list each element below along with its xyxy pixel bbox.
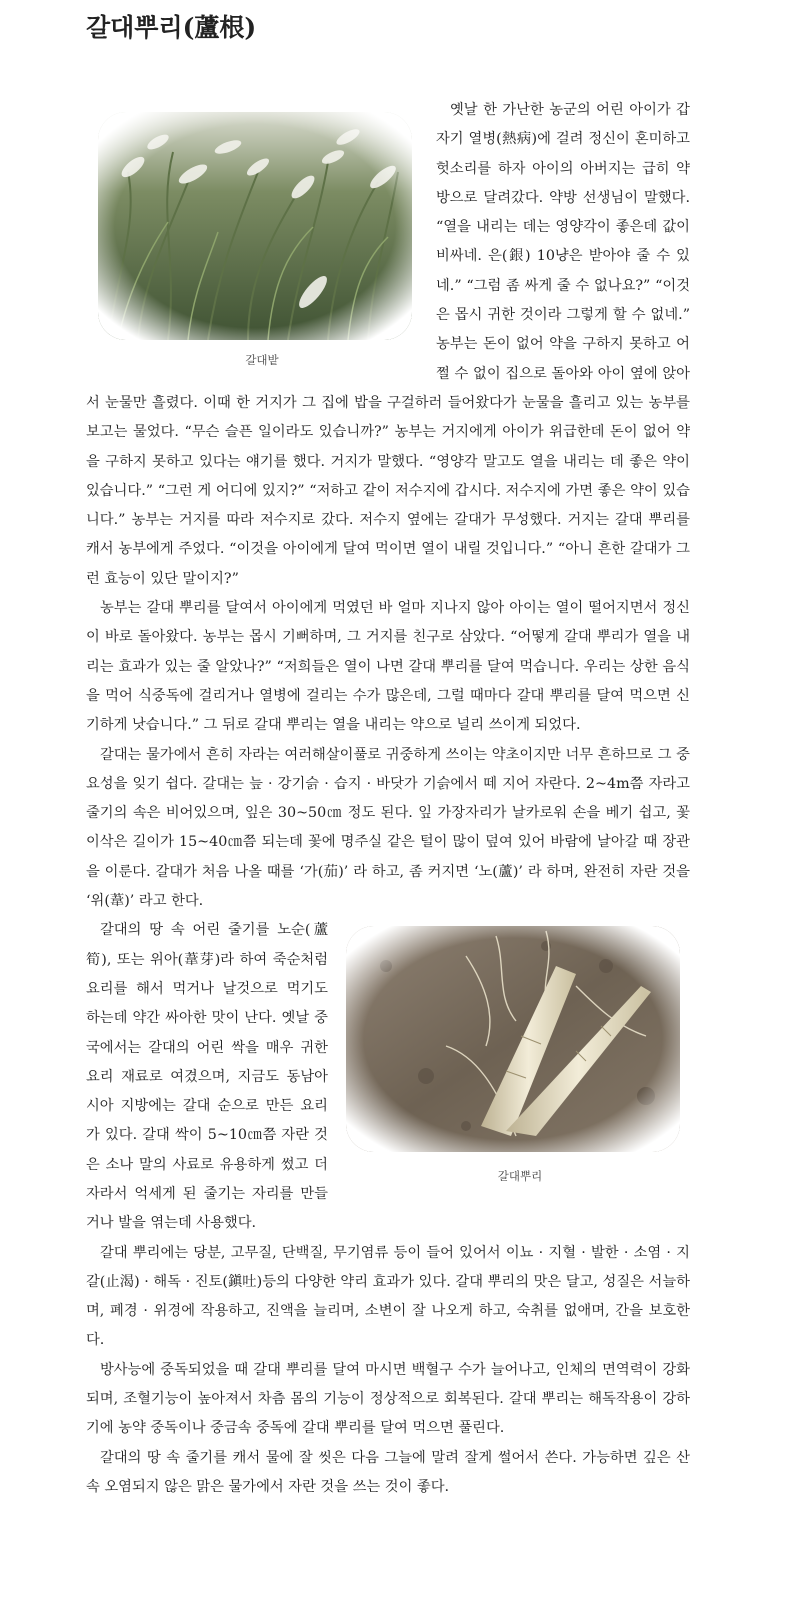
reed-field-caption: 갈대밭 (245, 353, 279, 367)
paragraph-6: 방사능에 중독되었을 때 갈대 뿌리를 달여 마시면 백혈구 수가 늘어나고, 인체의 면역력이 강화되며, 조혈기능이 높아져서 차츰 몸의 기능이 정상적으로 회복된다. 갈대 뿌리는 해독작용이 강하기에 농약 중독이나 중금속 중독에 갈대 뿌리를 달여 먹으면 풀린다. (86, 1361, 690, 1437)
paragraph-1 (86, 96, 690, 594)
paragraph-2: 농부는 갈대 뿌리를 달여서 아이에게 먹였던 바 얼마 지나지 않아 아이는 열이 떨어지면서 정신이 바로 돌아왔다. 농부는 몹시 기뻐하며, 그 거지를 친구로 삼았다. “어떻게 갈대 뿌리가 열을 내리는 효과가 있는 줄 알았나?” “저희들은 열이 나면 갈대 뿌리를 달여 먹습니다. 우리는 상한 음식을 먹어 식중독에 걸리거나 열병에 걸리는 수가 많은데, 그럴 때마다 갈대 뿌리를 달여 먹으면 신기하게 낫습니다.” 그 뒤로 갈대 뿌리는 열을 내리는 약으로 널리 쓰이게 되었다. (86, 600, 690, 734)
paragraph-4 (86, 916, 690, 1238)
reed-root-figure (346, 926, 680, 1186)
reed-field-figure (98, 112, 412, 370)
page-title: 갈대뿌리(蘆根) (86, 13, 257, 42)
paragraph-5: 갈대 뿌리에는 당분, 고무질, 단백질, 무기염류 등이 들어 있어서 이뇨 · 지혈 · 발한 · 소염 · 지갈(止渴) · 해독 · 진토(鎭吐)등의 다양한 약리 효과가 있다. 갈대 뿌리의 맛은 달고, 성질은 서늘하며, 폐경 · 위경에 작용하고, 진액을 늘리며, 소변이 잘 나오게 하고, 숙취를 없애며, 간을 보호한다. (86, 1244, 690, 1349)
reed-root-caption: 갈대뿌리 (497, 1169, 543, 1184)
reed-field-photo (98, 112, 412, 340)
paragraph-3: 갈대는 물가에서 흔히 자라는 여러해살이풀로 귀중하게 쓰이는 약초이지만 너무 흔하므로 그 중요성을 잊기 쉽다. 갈대는 늪 · 강기슭 · 습지 · 바닷가 기슭에서 떼 지어 자란다. 2~4m쯤 자라고 줄기의 속은 비어있으며, 잎은 30~50㎝ 정도 된다. 잎 가장자리가 날카로워 손을 베기 쉽고, 꽃 이삭은 길이가 15~40㎝쯤 되는데 꽃에 명주실 같은 털이 많이 덮여 있어 바람에 날아갈 때 장관을 이룬다. 갈대가 처음 나올 때를 ‘가(茄)’ 라 하고, 좀 커지면 ‘노(蘆)’ 라 하며, 완전히 자란 것을 ‘위(葦)’ 라고 한다. (86, 746, 690, 910)
paragraph-7: 갈대의 땅 속 줄기를 캐서 물에 잘 씻은 다음 그늘에 말려 잘게 썰어서 쓴다. 가능하면 깊은 산 속 오염되지 않은 맑은 물가에서 자란 것을 쓰는 것이 좋다. (86, 1449, 690, 1495)
article-body (86, 96, 690, 1502)
paragraph-1-text: 옛날 한 가난한 농군의 어린 아이가 갑자기 열병(熱病)에 걸려 정신이 혼미하고 헛소리를 하자 아이의 아버지는 급히 약방으로 달려갔다. 약방 선생님이 말했다. “열을 내리는 데는 영양각이 좋은데 값이 비싸네. 은(銀) 10냥은 받아야 줄 수 있네.” “그럼 좀 싸게 줄 수 없나요?” “이것은 몹시 귀한 것이라 그렇게 할 수 없네.” 농부는 돈이 없어 약을 구하지 못하고 어쩔 수 없이 집으로 돌아와 아이 옆에 앉아서 눈물만 흘렸다. 이때 한 거지가 그 집에 밥을 구걸하러 들어왔다가 눈물을 흘리고 있는 농부를 보고는 물었다. “무슨 슬픈 일이라도 있습니까?” 농부는 거지에게 아이가 위급한데 돈이 없어 약을 구하지 못하고 있다는 얘기를 했다. 거지가 말했다. “영양각 말고도 열을 내리는 데 좋은 약이 있습니다.” “그런 게 어디에 있지?” “저하고 같이 저수지에 갑시다. 저수지에 가면 좋은 약이 있습니다.” 농부는 거지를 따라 저수지로 갔다. 저수지 옆에는 갈대가 무성했다. 거지는 갈대 뿌리를 캐서 농부에게 주었다. “이것을 아이에게 달여 먹이면 열이 내릴 것입니다.” “아니 흔한 갈대가 그런 효능이 있단 말이지?” (86, 102, 690, 587)
paragraph-4-text: 갈대의 땅 속 어린 줄기를 노순(蘆筍), 또는 위아(葦芽)라 하여 죽순처럼 요리를 해서 먹거나 날것으로 먹기도 하는데 약간 싸아한 맛이 난다. 옛날 중국에서는 갈대의 어린 싹을 매우 귀한 요리 재료로 여겼으며, 지금도 동남아시아 지방에는 갈대 순으로 만든 요리가 있다. 갈대 싹이 5~10㎝쯤 자란 것은 소나 말의 사료로 유용하게 썼고 더 자라서 억세게 된 줄기는 자리를 만들거나 발을 엮는데 사용했다. (86, 922, 328, 1232)
reed-root-photo (346, 926, 680, 1152)
